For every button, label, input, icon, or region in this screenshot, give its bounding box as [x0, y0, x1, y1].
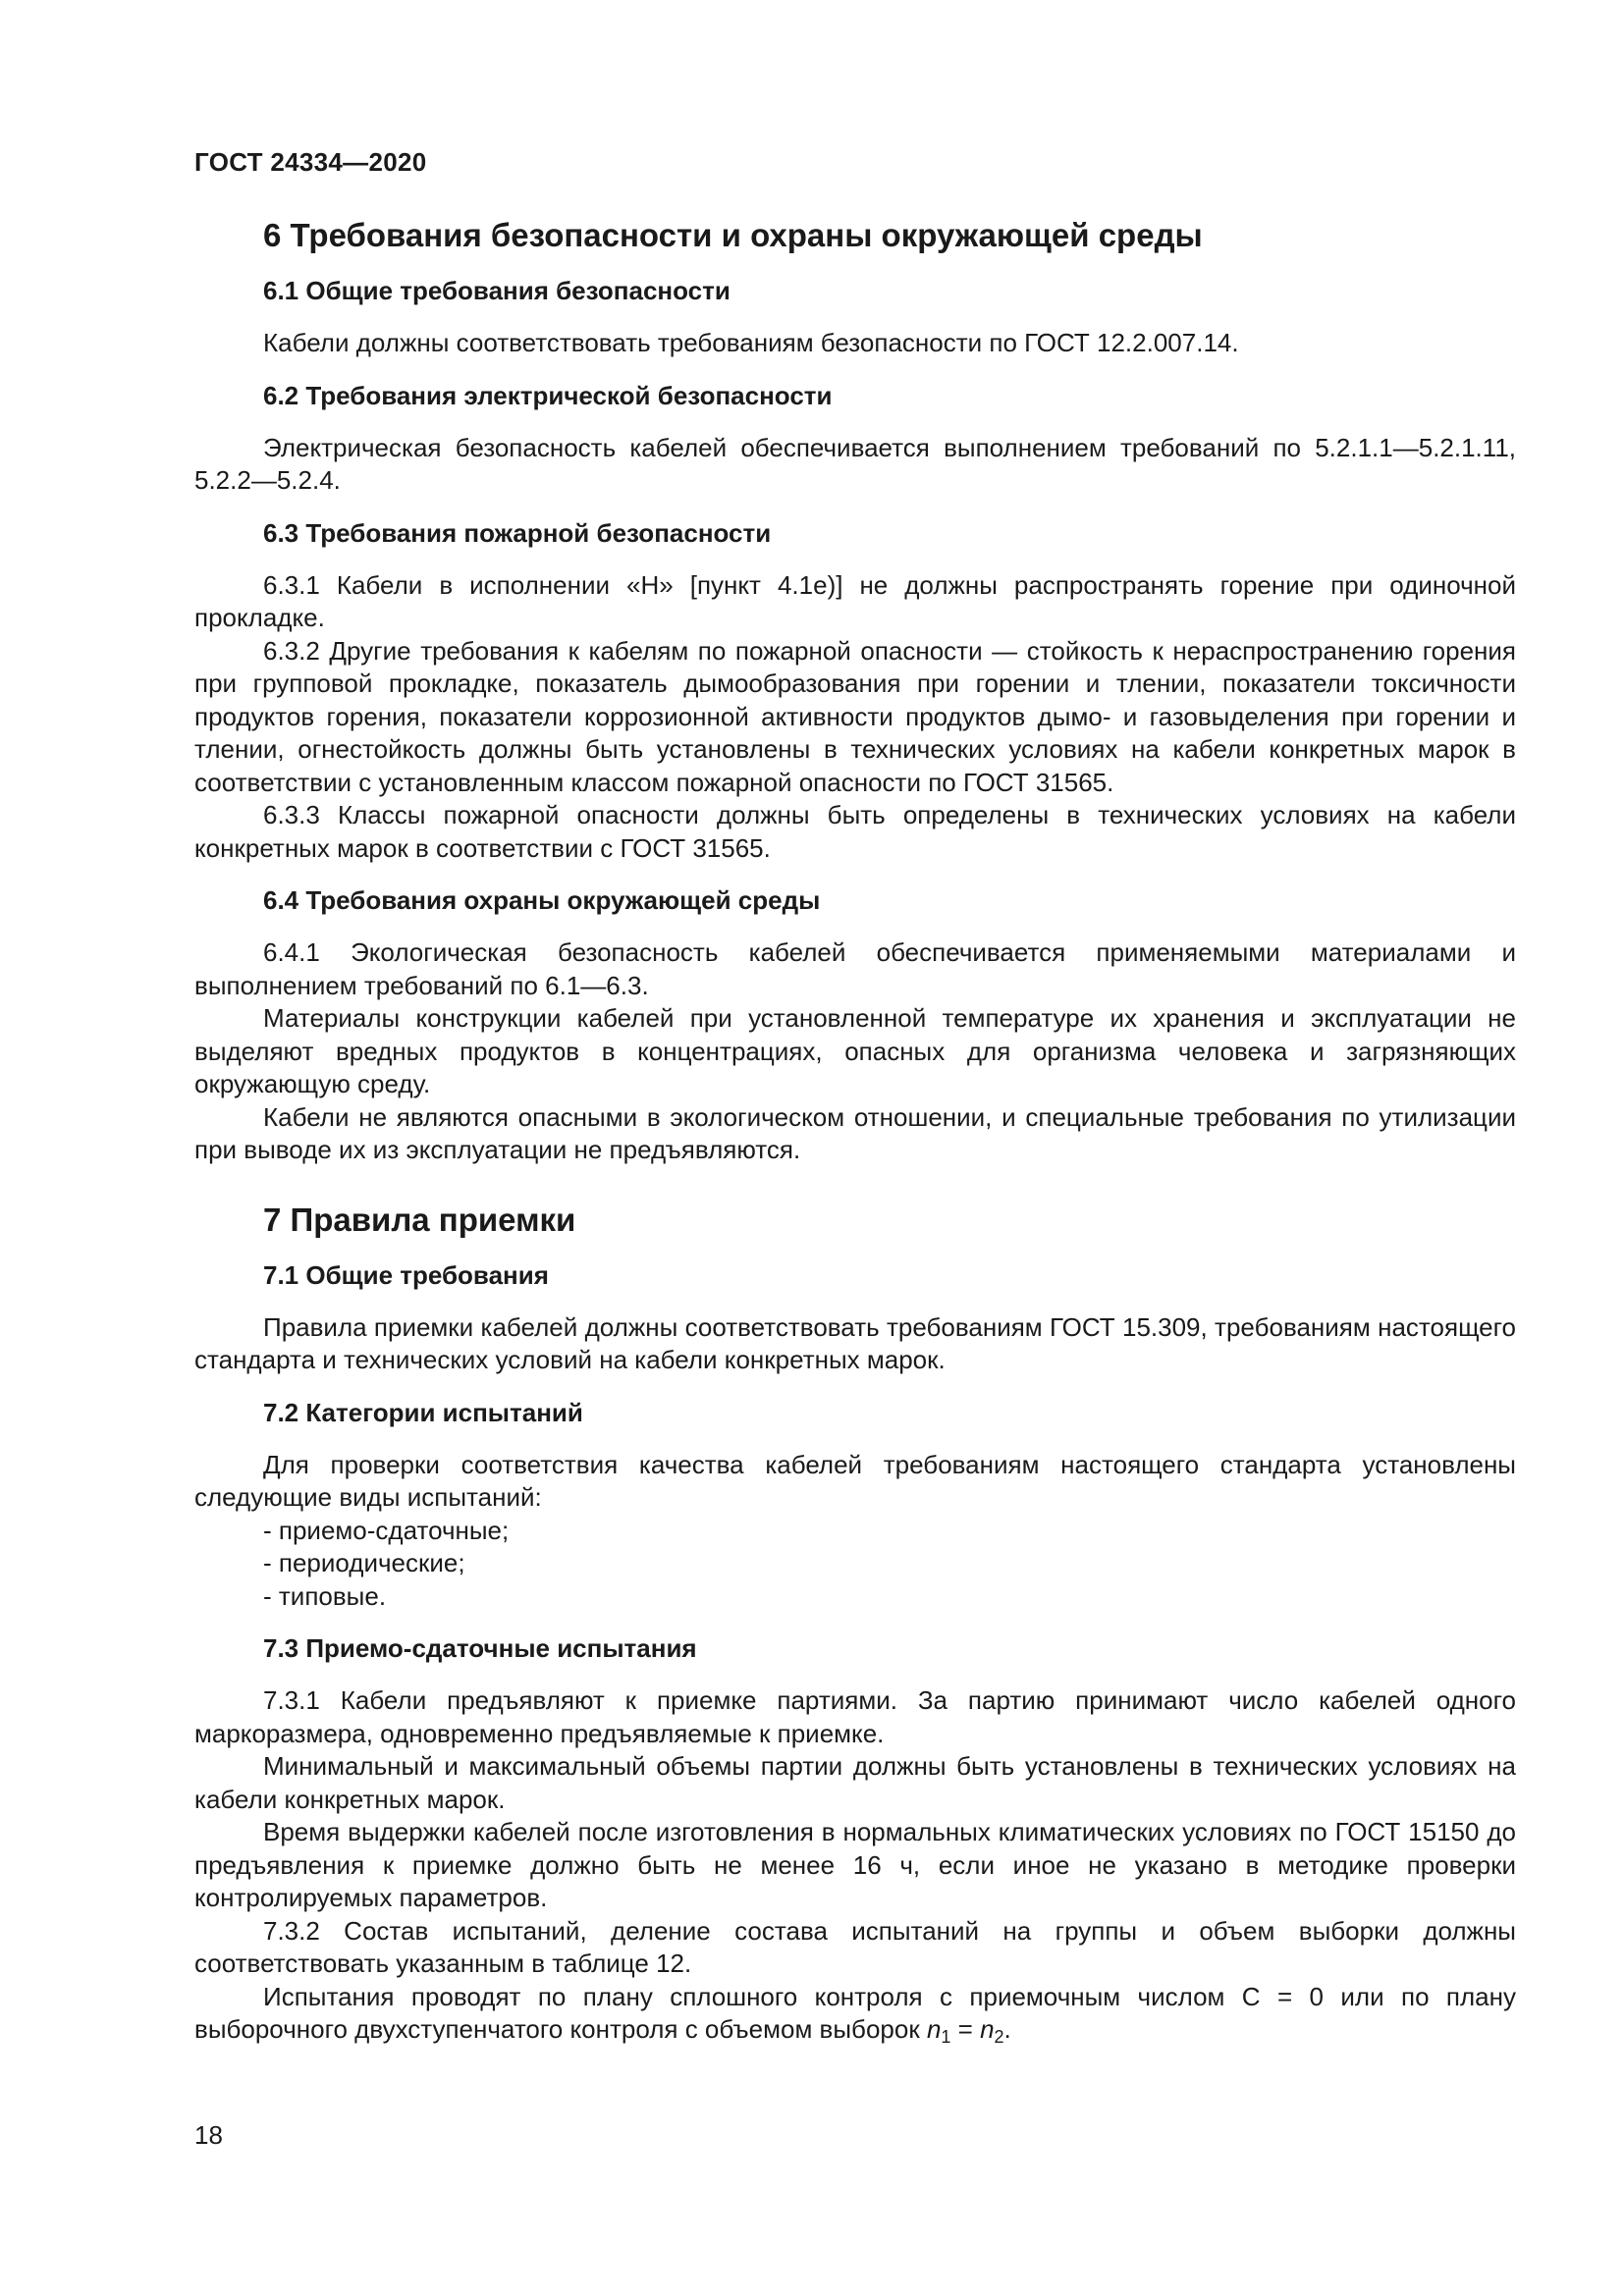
- variable-n1: n: [926, 2014, 942, 2044]
- subscript-1: 1: [941, 2027, 951, 2047]
- paragraph: 6.3.1 Кабели в исполнении «Н» [пункт 4.1е)] не должны распространять горение при одиночной прокладке.: [194, 569, 1516, 632]
- paragraph: Для проверки соответствия качества кабелей требованиям настоящего стандарта установлены следующие виды испытаний:: [194, 1449, 1516, 1512]
- paragraph: Кабели не являются опасными в экологическом отношении, и специальные требования по утилизации при выводе их из эксплуатации не предъявляются.: [194, 1101, 1516, 1164]
- test-types-list: [194, 1515, 1516, 1614]
- paragraph: Материалы конструкции кабелей при установленной температуре их хранения и эксплуатации не выделяют вредных продуктов в концентрациях, опасных для организма человека и загрязняющих окружающую среду.: [194, 1003, 1516, 1098]
- section-6-4-title: 6.4 Требования охраны окружающей среды: [263, 885, 821, 915]
- section-6-3-title: 6.3 Требования пожарной безопасности: [263, 517, 772, 548]
- document-header: ГОСТ 24334—2020: [194, 147, 427, 177]
- document-body: [194, 216, 1516, 2047]
- subscript-2: 2: [994, 2027, 1004, 2047]
- variable-n2: n: [980, 2014, 995, 2044]
- paragraph: 6.3.2 Другие требования к кабелям по пожарной опасности — стойкость к нераспространению горения при групповой прокладке, показатель дымообразования при горении и тлении, показатели токсичности продуктов горения, показатели коррозионной активности продуктов дымо- и газовыделения при горении и тлении, огнестойкость должны быть установлены в технических условиях на кабели конкретных марок в соответствии с установленным классом пожарной опасности по ГОСТ 31565.: [194, 635, 1516, 797]
- equals-sign: =: [950, 2014, 981, 2044]
- section-6-2-title: 6.2 Требования электрической безопасности: [263, 380, 833, 410]
- section-7-1-title: 7.1 Общие требования: [263, 1259, 549, 1290]
- section-6-title: 6 Требования безопасности и охраны окружающей среды: [263, 217, 1203, 253]
- paragraph: Кабели должны соответствовать требованиям безопасности по ГОСТ 12.2.007.14.: [263, 328, 1239, 357]
- list-item: - приемо-сдаточные;: [263, 1515, 510, 1545]
- paragraph: 6.3.3 Классы пожарной опасности должны быть определены в технических условиях на кабели конкретных марок в соответствии с ГОСТ 31565.: [194, 800, 1516, 863]
- paragraph: 7.3.1 Кабели предъявляют к приемке партиями. За партию принимают число кабелей одного маркоразмера, одновременно предъявляемые к приемке.: [194, 1685, 1516, 1748]
- section-7-title: 7 Правила приемки: [263, 1201, 576, 1238]
- section-7-3-title: 7.3 Приемо-сдаточные испытания: [263, 1633, 697, 1663]
- paragraph: Правила приемки кабелей должны соответствовать требованиям ГОСТ 15.309, требованиям настоящего стандарта и технических условий на кабели конкретных марок.: [194, 1311, 1516, 1374]
- list-item: - периодические;: [263, 1548, 465, 1577]
- page-number: 18: [194, 2120, 223, 2150]
- section-6-1-title: 6.1 Общие требования безопасности: [263, 276, 731, 305]
- paragraph: Время выдержки кабелей после изготовления в нормальных климатических условиях по ГОСТ 15150 до предъявления к приемке должно быть не менее 16 ч, если иное не указано в методике проверки контролируемых параметров.: [194, 1817, 1516, 1912]
- paragraph-text: Испытания проводят по плану сплошного контроля с приемочным числом С = 0 или по плану выборочного двухступенчатого контроля с объемом выборок: [194, 1981, 1516, 2044]
- paragraph: Электрическая безопасность кабелей обеспечивается выполнением требований по 5.2.1.1—5.2.1.11, 5.2.2—5.2.4.: [194, 432, 1516, 495]
- paragraph: 7.3.2 Состав испытаний, деление состава испытаний на группы и объем выборки должны соответствовать указанным в таблице 12.: [194, 1915, 1516, 1978]
- sentence-end: .: [1003, 2014, 1011, 2044]
- section-7-2-title: 7.2 Категории испытаний: [263, 1397, 583, 1427]
- paragraph: Минимальный и максимальный объемы партии должны быть установлены в технических условиях на кабели конкретных марок.: [194, 1751, 1516, 1814]
- paragraph-with-formula: [194, 1981, 1516, 2047]
- list-item: - типовые.: [263, 1580, 387, 1611]
- paragraph: 6.4.1 Экологическая безопасность кабелей обеспечивается применяемыми материалами и выполнением требований по 6.1—6.3.: [194, 937, 1516, 1000]
